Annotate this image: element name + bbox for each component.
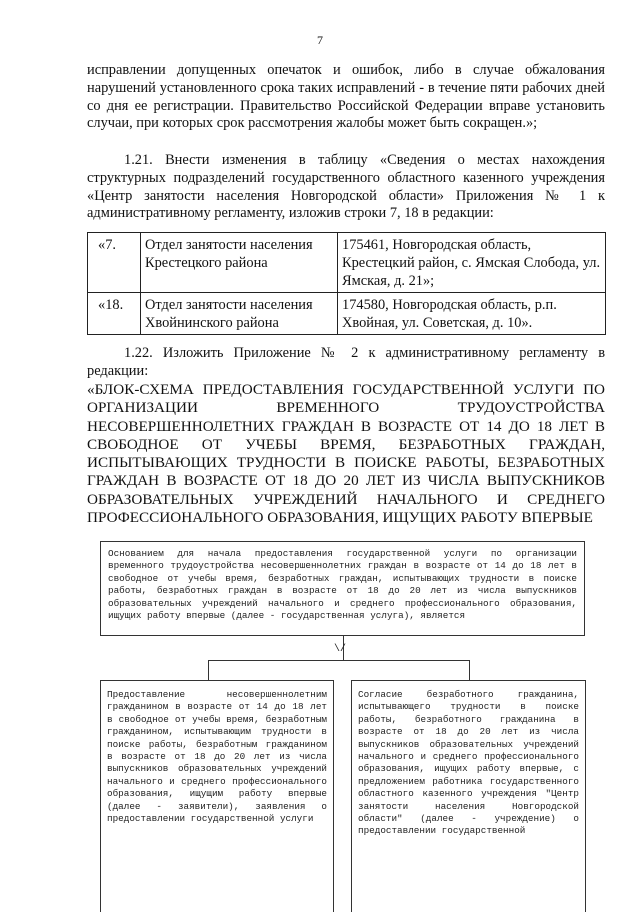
connector-line [208,660,209,680]
connector-line [208,660,470,661]
flowchart-right-text: Согласие безработного гражданина, испытывающего трудности в поиске работы, безработного гражданина в возрасте от 18 до 20 лет из числа выпускников образовательных учреждений начального и среднего профессионального образования, ищущих работу впервые, с предложением работника государственного областного казенного учреждения "Центр занятости населения Новгородской области" (далее - учреждение) о предоставлении государственной [358,689,579,837]
flowchart-top-box [100,541,585,636]
table-row [88,233,606,293]
row-number: «7. [88,233,141,293]
department-name: Отдел занятости населения Крестецкого района [141,233,338,293]
flowchart-top-text: Основанием для начала предоставления государственной услуги по организации временного трудоустройства несовершеннолетних граждан в возрасте от 14 до 18 лет в свободное от учебы время, безработных граждан, испытывающих трудности в поиске работы, безработных граждан в возрасте от 18 до 20 лет из числа выпускников образовательных учреждений начального и среднего профессионального образования, ищущих работу впервые (далее - государственная услуга), является [108,548,577,622]
paragraph-1-21: 1.21. Внести изменения в таблицу «Сведения о местах нахождения структурных подразделений государственного областного казенного учреждения «Центр занятости населения Новгородской области» Приложения № 1 к административному регламенту, изложив строки 7, 18 в редакции: [87,152,605,222]
flowchart-right-box [351,680,586,912]
row-number: «18. [88,293,141,335]
table-row [88,293,606,335]
paragraph-1-22: 1.22. Изложить Приложение № 2 к административному регламенту в редакции: [87,345,605,379]
intro-paragraph: исправлении допущенных опечаток и ошибок, либо в случае обжалования нарушений установленного срока таких исправлений - в течение пяти рабочих дней со дня ее регистрации. Правительство Российской Федерации вправе установить случаи, при которых срок рассмотрения жалобы может быть сокращен.»; [87,62,605,132]
flowchart-left-box [100,680,334,912]
departments-table [87,232,606,335]
department-address: 175461, Новгородская область, Крестецкий район, с. Ямская Слобода, ул. Ямская, д. 21»; [338,233,606,293]
arrow-down-icon: \/ [334,644,347,655]
scheme-title: «БЛОК-СХЕМА ПРЕДОСТАВЛЕНИЯ ГОСУДАРСТВЕННОЙ УСЛУГИ ПО ОРГАНИЗАЦИИ ВРЕМЕННОГО ТРУДОУСТРОЙСТВА НЕСОВЕРШЕННОЛЕТНИХ ГРАЖДАН В ВОЗРАСТЕ ОТ 14 ДО 18 ЛЕТ В СВОБОДНОЕ ОТ УЧЕБЫ ВРЕМЯ, БЕЗРАБОТНЫХ ГРАЖДАН, ИСПЫТЫВАЮЩИХ ТРУДНОСТИ В ПОИСКЕ РАБОТЫ, БЕЗРАБОТНЫХ ГРАЖДАН В ВОЗРАСТЕ ОТ 18 ДО 20 ЛЕТ ИЗ ЧИСЛА ВЫПУСКНИКОВ ОБРАЗОВАТЕЛЬНЫХ УЧРЕЖДЕНИЙ НАЧАЛЬНОГО И СРЕДНЕГО ПРОФЕССИОНАЛЬНОГО ОБРАЗОВАНИЯ, ИЩУЩИХ РАБОТУ ВПЕРВЫЕ [87,381,605,527]
page-number: 7 [317,33,323,47]
connector-line [469,660,470,680]
flowchart-left-text: Предоставление несовершеннолетним гражданином в возрасте от 14 до 18 лет в свободное от учебы время, безработным гражданином, испытывающим трудности в поиске работы, безработным гражданином в возрасте от 18 до 20 лет из числа выпускников образовательных учреждений начального и среднего профессионального образования, ищущим работу впервые (далее - заявители), заявления о предоставлении государственной услуги [107,689,327,825]
department-name: Отдел занятости населения Хвойнинского района [141,293,338,335]
department-address: 174580, Новгородская область, р.п. Хвойная, ул. Советская, д. 10». [338,293,606,335]
